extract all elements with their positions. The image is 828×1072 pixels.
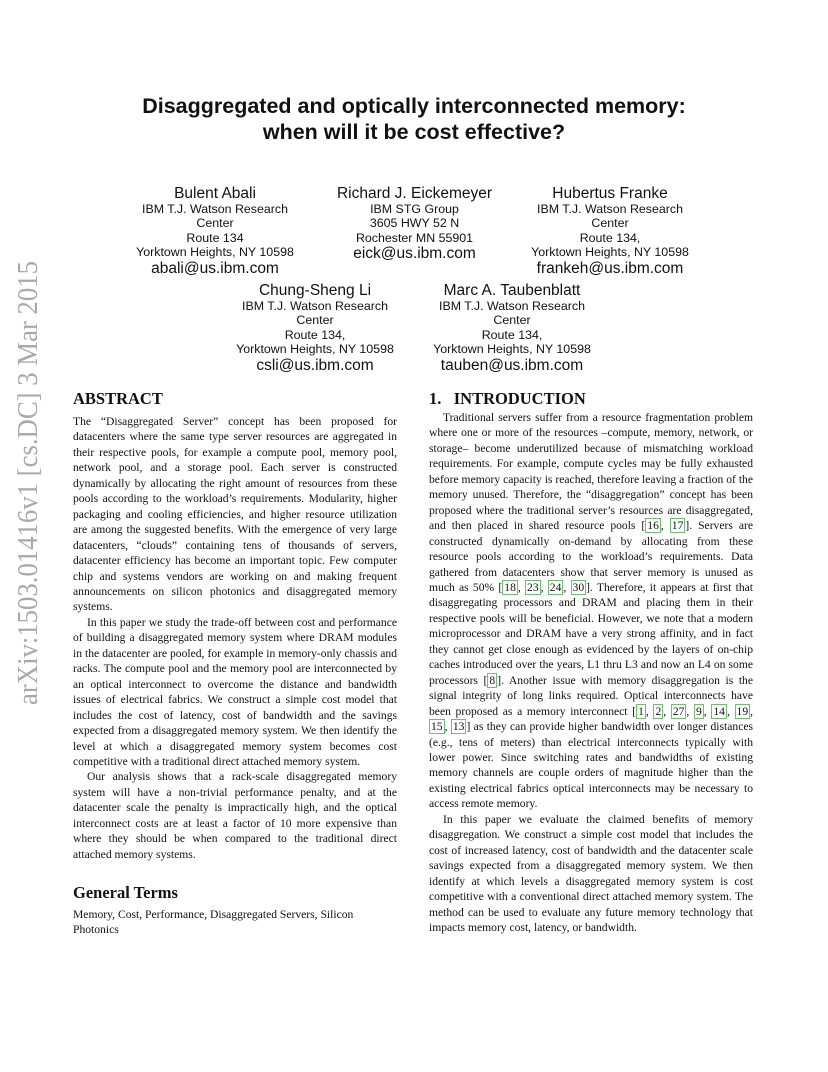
author-affiliation: IBM T.J. Watson Research	[142, 202, 288, 216]
citation-link[interactable]: 16	[647, 519, 659, 533]
author-affiliation: Center	[591, 216, 629, 231]
citation-link[interactable]: 27	[672, 704, 685, 718]
author-name: Marc A. Taubenblatt	[443, 282, 581, 299]
author-address: Route 134,	[579, 230, 641, 245]
introduction-body	[429, 410, 753, 935]
author-affiliation: Center	[493, 313, 531, 328]
author-affiliation: IBM T.J. Watson Research	[439, 299, 585, 313]
citation-link[interactable]: 8	[489, 673, 496, 687]
author-affiliation: IBM STG Group	[370, 202, 459, 216]
citation-link[interactable]: 23	[527, 580, 539, 594]
author-name: Chung-Sheng Li	[258, 282, 372, 299]
author-address: Route 134,	[481, 327, 543, 342]
citation-link[interactable]: 15	[431, 720, 443, 734]
introduction-paragraph: In this paper we evaluate the claimed benefits of memory disaggregation. We construct a simple cost model that includes the cost of increased latency, cost of bandwidth and the datacenter scale savings expected from a disaggregated memory system. We then identify at which levels a disaggregated memory system is cost competitive with a conventional direct attached memory system. The method can be used to evaluate any future memory technology that impacts memory cost, latency, or bandwidth.	[429, 812, 753, 934]
author-name: Bulent Abali	[174, 185, 256, 202]
title-line-2: when will it be cost effective?	[262, 120, 566, 144]
abstract-paragraph: In this paper we study the trade-off between cost and performance of building a disaggregated memory system where DRAM modules in the datacenter are pooled, for example in memory-only chassis and racks. The compute pool and the memory pool are interconnected by an optical interconnect to overcome the distance and bandwidth issues of electrical fabrics. We construct a simple cost model that includes the cost of latency, cost of bandwidth and the savings expected from a disaggregated memory system. We then identify the level at which a disaggregated memory system becomes cost competitive with a traditional direct attached memory system.	[73, 615, 397, 768]
author-email: eick@us.ibm.com	[353, 245, 476, 263]
citation-link[interactable]: 9	[695, 704, 702, 718]
author-block-franke	[505, 185, 715, 277]
citation-link[interactable]: 30	[572, 580, 585, 594]
citation-link[interactable]: 17	[671, 519, 684, 533]
introduction-heading: 1. INTRODUCTION	[429, 389, 586, 408]
arxiv-identifier-text: arXiv:1503.01416v1 [cs.DC] 3 Mar 2015	[13, 258, 44, 705]
citation-link[interactable]: 18	[504, 580, 516, 594]
author-block-eickemeyer	[317, 185, 512, 262]
author-affiliation: Center	[296, 313, 334, 328]
author-block-taubenblatt	[407, 282, 617, 374]
author-affiliation: Center	[196, 216, 234, 231]
abstract-paragraph: Our analysis shows that a rack-scale disaggregated memory system will have a non-trivial performance penalty, and at the datacenter scale the penalty is impractically high, and the optical interconnect costs are at least a factor of 10 more expensive than where they should be when compared to the traditional direct attached memory systems.	[73, 770, 397, 861]
author-block-li	[210, 282, 420, 374]
introduction-paragraph: Traditional servers suffer from a resource fragmentation problem where one or more of the resources –compute, memory, network, or storage– become underutilized because of mismatching workload requirements. For example, compute cycles may be fully exhausted before memory capacity is reached, therefore leaving a fraction of the memory unused. Therefore, the “disaggregation” concept has been proposed where the traditional server’s resources are disaggregated, and then placed in shared resource pools [ 16 , 17 ]. Servers are constructed dynamically on-demand by allocating from these resource pools according to the workload’s requirements. Data gathered from datacenters show that server memory is unused as much as 50% [ 18 , 23 , 24 , 30 ]. Therefore, it appears at first that disaggregating processors and DRAM and placing them in their respective pools will be beneficial. However, we note that a modern microprocessor and DRAM have a very strong affinity, and in fact they cannot get close enough as evidenced by the layers of on-chip caches introduced over the years, L1 thru L3 and now an L4 on some processors [ 8 ]. Another issue with memory disaggregation is the signal integrity of long links required. Optical interconnects have been proposed as a memory interconnect [ 1 , 2 , 27 , 9 , 14 , 19 , 15 , 13 ] as they can provide higher bandwidth over longer distances (e.g., tens of meters) than electrical interconnects typically with lower power. Since switching rates and bandwidths of existing memory channels are couple orders of magnitude higher than the existing electrical fabrics optical interconnects may be necessary to access remote memory.	[429, 411, 754, 811]
abstract-heading: ABSTRACT	[73, 389, 163, 408]
abstract-paragraph: The “Disaggregated Server” concept has been proposed for datacenters where the same type server resources are aggregated in their respective pools, for example a compute pool, memory pool, network pool, and a storage pool. Each server is constructed dynamically by allocating the right amount of resources from these pools according to the workload’s requirements. Modularity, higher packaging and cooling efficiencies, and higher resource utilization are among the suggested benefits. With the emergence of very large datacenters, “clouds” containing tens of thousands of servers, datacenter efficiency has become an important topic. Few computer chip and systems vendors are working on and making frequent announcements on silicon photonics and disaggregated memory systems.	[73, 415, 397, 614]
general-terms-text: Memory, Cost, Performance, Disaggregated Servers, Silicon Photonics	[73, 908, 354, 937]
author-address: 3605 HWY 52 N	[369, 216, 460, 231]
author-address: Yorktown Heights, NY 10598	[136, 245, 294, 260]
paper-title	[0, 93, 828, 145]
author-block-abali	[110, 185, 320, 277]
citation-link[interactable]: 13	[452, 720, 465, 734]
author-email: frankeh@us.ibm.com	[536, 259, 684, 277]
general-terms-heading: General Terms	[73, 883, 178, 902]
abstract-body	[73, 414, 397, 862]
citation-link[interactable]: 24	[549, 580, 562, 594]
citation-link[interactable]: 1	[638, 704, 644, 718]
author-address: Yorktown Heights, NY 10598	[236, 342, 394, 357]
citation-link[interactable]: 14	[713, 704, 725, 718]
author-name: Hubertus Franke	[552, 185, 668, 202]
citation-link[interactable]: 2	[655, 704, 662, 718]
arxiv-identifier	[3, 258, 47, 708]
author-email: csli@us.ibm.com	[256, 356, 374, 374]
author-affiliation: IBM T.J. Watson Research	[537, 202, 683, 216]
author-email: abali@us.ibm.com	[151, 259, 279, 277]
author-address: Yorktown Heights, NY 10598	[531, 245, 689, 260]
author-address: Route 134,	[284, 327, 346, 342]
author-address: Rochester MN 55901	[355, 230, 474, 245]
author-address: Yorktown Heights, NY 10598	[433, 342, 591, 357]
author-name: Richard J. Eickemeyer	[336, 185, 493, 202]
author-affiliation: IBM T.J. Watson Research	[242, 299, 388, 313]
author-address: Route 134	[186, 230, 244, 245]
citation-link[interactable]: 19	[736, 704, 749, 718]
author-email: tauben@us.ibm.com	[440, 356, 584, 374]
title-line-1: Disaggregated and optically interconnected memory:	[142, 94, 686, 118]
